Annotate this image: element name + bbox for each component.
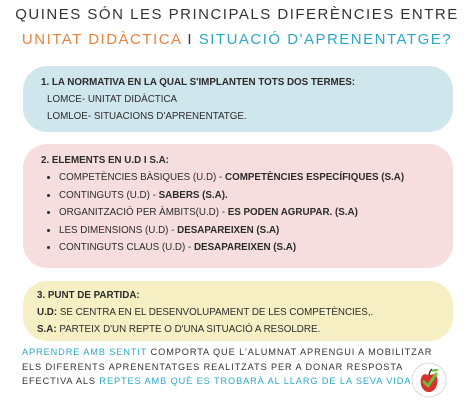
item-ud-text: CONTINGUTS (U.D) - (59, 189, 159, 201)
item-sa-text: SABERS (S.A). (158, 189, 228, 201)
ud-label: U.D: (37, 307, 58, 318)
footer-body-text: COMPORTA QUE L'ALUMNAT APRENGUI A MOBILITZAR ELS DIFERENTS APRENENTATGES REALITZATS PER A DONAR RESPOSTA EFECTIVA ALS (22, 347, 433, 386)
page-subtitle (0, 31, 474, 48)
punt-sa-line (37, 321, 439, 338)
punt-ud-line (37, 304, 439, 321)
item-ud-text: CONTINGUTS CLAUS (U.D) - (59, 242, 194, 253)
normativa-item-lomloe: LOMLOE- SITUACIONS D'APRENENTATGE. (47, 111, 247, 122)
list-item (59, 239, 435, 257)
page-title: QUINES SÓN LES PRINCIPALS DIFERÈNCIES ENTRE (15, 6, 459, 23)
elements-list (41, 169, 435, 257)
normativa-item-lomce: LOMCE- UNITAT DIDÀCTICA (47, 94, 178, 105)
reptes-link-text: REPTES AMB QUÈ ES TROBARÀ AL LLARG DE LA SEVA VIDA (99, 376, 412, 386)
item-sa-text: COMPETÈNCIES ESPECÍFIQUES (S.A) (225, 172, 405, 183)
punt-de-partida-card (23, 281, 453, 341)
sa-label: S.A: (37, 324, 57, 335)
subtitle-unitat: UNITAT DIDÀCTICA (21, 31, 182, 48)
list-item (59, 187, 435, 205)
item-sa-text: DESAPAREIXEN (S.A) (193, 242, 297, 253)
elements-heading: 2. ELEMENTS EN U.D I S.A: (41, 155, 169, 166)
normativa-heading: 1. LA NORMATIVA EN LA QUAL S'IMPLANTEN TOTS DOS TERMES: (41, 77, 356, 88)
subtitle-situacio: SITUACIÓ D'APRENENTATGE? (198, 31, 453, 48)
list-item (59, 169, 435, 187)
item-ud-text: COMPETÈNCIES BÀSIQUES (U.D) - (59, 172, 226, 183)
aprendre-link-text: APRENDRE AMB SENTIT (22, 347, 148, 357)
apple-check-icon (411, 362, 447, 398)
sa-text: PARTEIX D'UN REPTE O D'UNA SITUACIÓ A RESOLDRE. (56, 324, 321, 335)
item-ud-text: LES DIMENSIONS (U.D) - (59, 224, 178, 236)
footer-paragraph (22, 345, 442, 389)
normativa-card (23, 66, 453, 132)
item-sa-text: ES PODEN AGRUPAR. (S.A) (227, 207, 358, 218)
punt-heading: 3. PUNT DE PARTIDA: (37, 290, 140, 301)
ud-text: SE CENTRA EN EL DESENVOLUPAMENT DE LES COMPETÈNCIES,. (57, 307, 374, 318)
list-item (59, 222, 435, 240)
item-ud-text: ORGANITZACIÓ PER ÀMBITS(U.D) - (59, 207, 228, 218)
elements-card (23, 144, 453, 268)
list-item (59, 204, 435, 222)
subtitle-conjunction: I (187, 31, 194, 48)
item-sa-text: DESAPAREIXEN (S.A) (177, 224, 280, 236)
